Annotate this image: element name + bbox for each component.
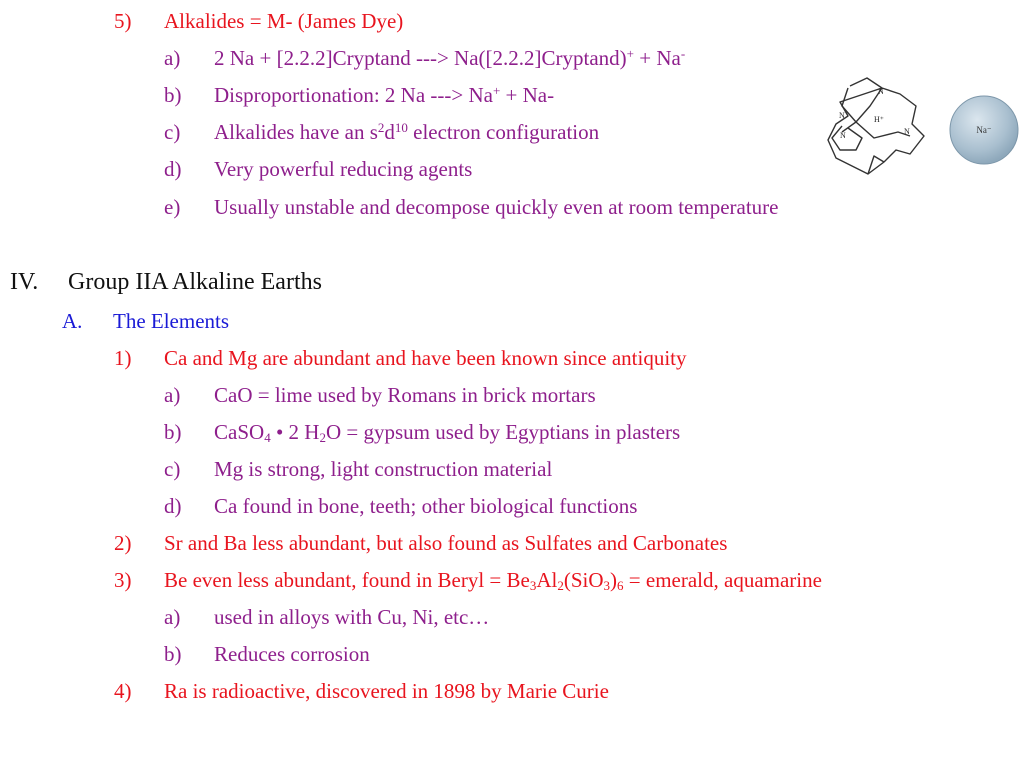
sodide-ion-sphere xyxy=(948,94,1020,166)
sub-text: Disproportionation: 2 Na ---> Na+ + Na- xyxy=(214,83,555,107)
item-number: 4) xyxy=(114,679,132,703)
sub-number: b) xyxy=(164,83,182,107)
nitrogen-label-top: N xyxy=(878,87,884,96)
section-title: Group IIA Alkaline Earths xyxy=(68,269,322,295)
sub-text: CaSO$_4$ • 2 $H_2O$ = gypsum used by Egyptians in plasters xyxy=(214,420,681,445)
item-number: 1) xyxy=(114,346,132,370)
item-text: Ra is radioactive, discovered in 1898 by Marie Curie xyxy=(164,679,609,703)
item-text: Ca and Mg are abundant and have been known since antiquity xyxy=(164,346,687,370)
sub-number: a) xyxy=(164,605,181,629)
sub-text: CaO = lime used by Romans in brick mortars xyxy=(214,383,596,407)
item-number: 5) xyxy=(114,9,132,33)
sub-number: a) xyxy=(164,383,181,407)
sub-number: a) xyxy=(164,46,181,70)
sub-text: Alkalides have an $s^2d^{10}$ electron configuration xyxy=(214,120,600,144)
sub-number: d) xyxy=(164,157,182,181)
item-text: Be even less abundant, found in Beryl = $Be_3Al_2(SiO_3)_6$ = emerald, aquamarine xyxy=(164,568,822,593)
hydrogen-ion-label: H⁺ xyxy=(874,115,884,124)
nitrogen-label-left: N xyxy=(839,111,845,120)
sub-number: d) xyxy=(164,494,182,518)
sub-number: c) xyxy=(164,457,181,481)
section-number: IV. xyxy=(10,269,39,295)
sub-number: e) xyxy=(164,195,181,219)
sub-text: 2 Na + [2.2.2]Cryptand ---> Na([2.2.2]Cryptand)+ + Na- xyxy=(214,46,686,70)
item-text: Alkalides = M- (James Dye) xyxy=(164,9,404,33)
item-number: 3) xyxy=(114,568,132,592)
sub-text: Usually unstable and decompose quickly even at room temperature xyxy=(214,195,779,219)
sodide-label: Na⁻ xyxy=(976,125,992,135)
cryptand-structure-image xyxy=(812,66,940,186)
sub-text: Reduces corrosion xyxy=(214,642,370,666)
sub-text: Mg is strong, light construction material xyxy=(214,457,553,481)
item-number: 2) xyxy=(114,531,132,555)
item-text: Sr and Ba less abundant, but also found as Sulfates and Carbonates xyxy=(164,531,728,555)
nitrogen-label-left-2: N xyxy=(840,131,846,140)
sub-number: b) xyxy=(164,642,182,666)
sub-number: c) xyxy=(164,120,181,144)
nitrogen-label-right: N xyxy=(904,127,910,136)
sub-text: Very powerful reducing agents xyxy=(214,157,473,181)
sub-text: used in alloys with Cu, Ni, etc… xyxy=(214,605,490,629)
subsection-letter: A. xyxy=(62,309,83,333)
sub-text: Ca found in bone, teeth; other biological functions xyxy=(214,494,638,518)
sub-number: b) xyxy=(164,420,182,444)
subsection-title: The Elements xyxy=(113,309,230,333)
